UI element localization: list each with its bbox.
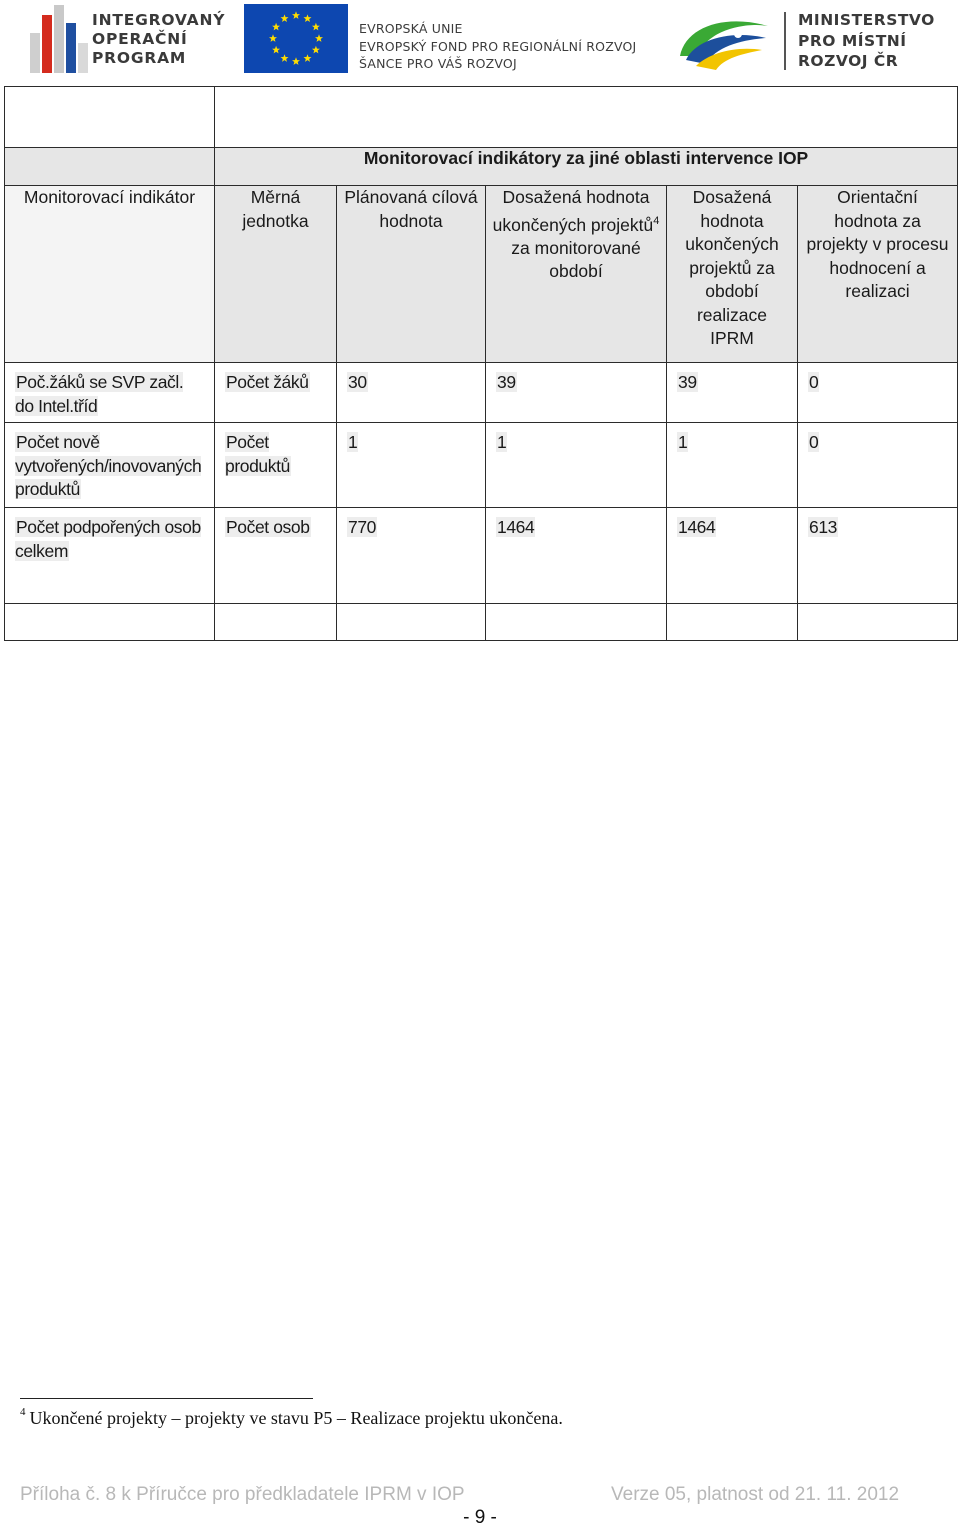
table-cell-empty	[215, 87, 958, 148]
page-number: - 9 -	[463, 1507, 497, 1525]
cell-orientacni	[798, 423, 958, 508]
footnote-number: 4	[20, 1406, 26, 1418]
cell-orientacni-text: 0	[809, 432, 819, 452]
cell-indikator	[5, 508, 215, 604]
cell-jednotka-text: Počet žáků	[226, 372, 309, 392]
footer-document-title: Příloha č. 8 k Příručce pro předkladatele IPRM v IOP	[20, 1484, 465, 1505]
cell-dosazena-iprm-text: 39	[678, 372, 697, 392]
header-planovana-hodnota: Plánovaná cílová hodnota	[337, 186, 486, 363]
mmr-line-3: ROZVOJ ČR	[798, 52, 899, 70]
mmr-divider	[784, 12, 786, 70]
cell-jednotka-text: Počet produktů	[225, 432, 290, 476]
eu-flag-icon	[244, 4, 348, 73]
table-cell-empty	[798, 604, 958, 641]
iop-logo-bars-icon	[30, 5, 88, 73]
cell-jednotka-text: Počet osob	[226, 517, 310, 537]
cell-dosazena-text: 1464	[497, 517, 535, 537]
header-dosazena-hodnota-tail: za monitorované období	[511, 237, 641, 282]
eu-text	[359, 20, 636, 73]
header-merna-jednotka: Měrná jednotka	[215, 186, 337, 363]
iop-logo	[30, 5, 226, 73]
cell-planovana-text: 770	[348, 517, 376, 537]
table-cell-empty	[5, 87, 215, 148]
cell-dosazena	[486, 423, 667, 508]
table-row	[5, 423, 958, 508]
table-title: Monitorovací indikátory za jiné oblasti intervence IOP	[215, 148, 958, 186]
header-dosazena-hodnota	[486, 186, 667, 363]
cell-indikator	[5, 423, 215, 508]
cell-indikator-text: Poč.žáků se SVP začl. do Intel.tříd	[15, 372, 184, 416]
cell-indikator-text: Počet podpořených osob celkem	[15, 517, 201, 561]
footnote-text: Ukončené projekty – projekty ve stavu P5 – Realizace projektu ukončena.	[29, 1408, 563, 1428]
table-cell-empty	[337, 604, 486, 641]
cell-dosazena-iprm-text: 1	[678, 432, 688, 452]
table-header-row	[5, 186, 958, 363]
indicator-table	[4, 86, 958, 641]
header-dosazena-hodnota-iprm: Dosažená hodnota ukončených projektů za období realizace IPRM	[667, 186, 798, 363]
table-title-spacer	[5, 148, 215, 186]
cell-orientacni	[798, 508, 958, 604]
cell-jednotka	[215, 508, 337, 604]
header-orientacni-hodnota: Orientační hodnota za projekty v procesu hodnocení a realizaci	[798, 186, 958, 363]
footnote-separator	[20, 1398, 313, 1399]
cell-orientacni	[798, 363, 958, 423]
table-cell-empty	[215, 604, 337, 641]
mmr-line-2: PRO MÍSTNÍ	[798, 31, 907, 50]
table-cell-empty	[486, 604, 667, 641]
cell-dosazena-iprm	[667, 363, 798, 423]
table-row	[5, 508, 958, 604]
footnote-marker: 4	[653, 214, 660, 227]
table-row-empty-bottom	[5, 604, 958, 641]
cell-planovana	[337, 423, 486, 508]
table-cell-empty	[667, 604, 798, 641]
header-monitorovaci-indikator: Monitorovací indikátor	[5, 186, 215, 363]
cell-planovana-text: 1	[348, 432, 358, 452]
mmr-line-1: MINISTERSTVO	[798, 11, 935, 29]
cell-indikator-text: Počet nově vytvořených/inovovaných produktů	[15, 432, 202, 499]
mmr-text	[798, 10, 935, 72]
eu-line-3: ŠANCE PRO VÁŠ ROZVOJ	[359, 56, 517, 71]
cell-dosazena-iprm-text: 1464	[678, 517, 716, 537]
footnote	[20, 1408, 563, 1429]
cell-dosazena	[486, 508, 667, 604]
cell-dosazena-text: 1	[497, 432, 507, 452]
cell-dosazena-text: 39	[497, 372, 516, 392]
table-row	[5, 363, 958, 423]
mmr-emblem-icon	[676, 12, 772, 72]
cell-orientacni-text: 0	[809, 372, 819, 392]
cell-planovana	[337, 363, 486, 423]
header-dosazena-hodnota-text: Dosažená hodnota ukončených projektů	[492, 187, 654, 235]
table-cell-empty	[5, 604, 215, 641]
logo-bar	[0, 0, 960, 82]
cell-indikator	[5, 363, 215, 423]
cell-dosazena	[486, 363, 667, 423]
cell-jednotka	[215, 363, 337, 423]
eu-line-2: EVROPSKÝ FOND PRO REGIONÁLNÍ ROZVOJ	[359, 38, 637, 54]
eu-line-1: EVROPSKÁ UNIE	[359, 21, 463, 36]
cell-planovana-text: 30	[348, 372, 367, 392]
iop-logo-text: INTEGROVANÝ OPERAČNÍ PROGRAM	[92, 11, 226, 67]
table-row-empty-top	[5, 87, 958, 148]
table-title-row	[5, 148, 958, 186]
cell-planovana	[337, 508, 486, 604]
cell-orientacni-text: 613	[809, 517, 837, 537]
cell-dosazena-iprm	[667, 508, 798, 604]
cell-dosazena-iprm	[667, 423, 798, 508]
footer-version: Verze 05, platnost od 21. 11. 2012	[611, 1484, 900, 1505]
cell-jednotka	[215, 423, 337, 508]
